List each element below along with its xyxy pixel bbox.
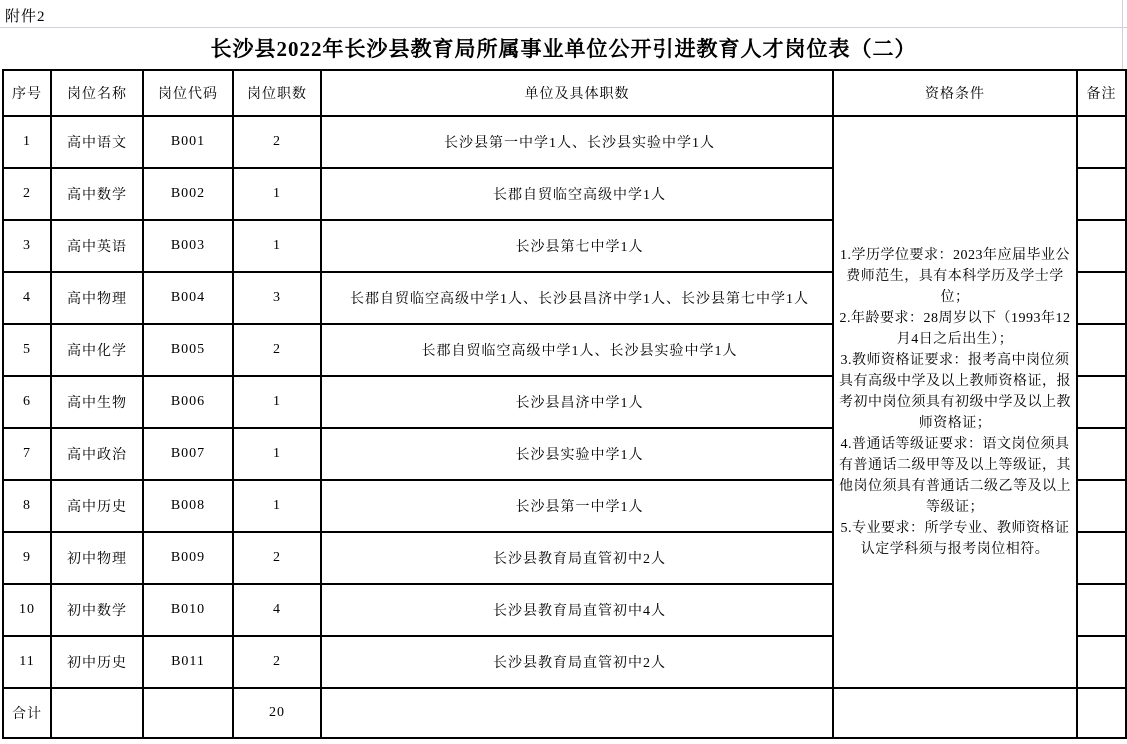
cell-qualifications: [833, 116, 1077, 688]
page-title: 长沙县2022年长沙县教育局所属事业单位公开引进教育人才岗位表（二）: [210, 37, 917, 61]
total-qualifications: [833, 688, 1077, 738]
cell-position-name: 高中历史: [51, 480, 143, 532]
cell-position-name: 初中物理: [51, 532, 143, 584]
cell-remarks: [1077, 116, 1126, 168]
header-position-name: 岗位名称: [51, 70, 143, 116]
cell-position-code: B002: [143, 168, 233, 220]
cell-position-code: B009: [143, 532, 233, 584]
cell-position-count: 4: [233, 584, 321, 636]
cell-units: 长郡自贸临空高级中学1人、长沙县昌济中学1人、长沙县第七中学1人: [321, 272, 833, 324]
cell-remarks: [1077, 220, 1126, 272]
total-row: [3, 688, 1126, 738]
qualification-item: 5.专业要求：所学专业、教师资格证认定学科须与报考岗位相符。: [840, 520, 1070, 557]
table-header-row: [3, 70, 1126, 116]
header-units: 单位及具体职数: [321, 70, 833, 116]
total-position-name: [51, 688, 143, 738]
cell-position-code: B001: [143, 116, 233, 168]
cell-position-code: B008: [143, 480, 233, 532]
cell-position-code: B010: [143, 584, 233, 636]
cell-no: 9: [3, 532, 51, 584]
cell-position-count: 1: [233, 428, 321, 480]
table-row: [3, 116, 1126, 168]
cell-position-code: B007: [143, 428, 233, 480]
cell-position-code: B003: [143, 220, 233, 272]
cell-position-count: 2: [233, 116, 321, 168]
cell-remarks: [1077, 636, 1126, 688]
header-remarks: 备注: [1077, 70, 1126, 116]
total-count: 20: [233, 688, 321, 738]
cell-position-code: B004: [143, 272, 233, 324]
cell-no: 5: [3, 324, 51, 376]
cell-remarks: [1077, 480, 1126, 532]
cell-no: 7: [3, 428, 51, 480]
job-positions-table: [2, 69, 1127, 739]
cell-units: 长沙县实验中学1人: [321, 428, 833, 480]
qualification-item: 3.教师资格证要求：报考高中岗位须具有高级中学及以上教师资格证，报考初中岗位须具有初级中学及以上教师资格证；: [839, 352, 1071, 431]
cell-no: 6: [3, 376, 51, 428]
cell-position-count: 1: [233, 220, 321, 272]
cell-no: 1: [3, 116, 51, 168]
cell-remarks: [1077, 272, 1126, 324]
cell-position-name: 高中英语: [51, 220, 143, 272]
cell-position-name: 高中化学: [51, 324, 143, 376]
header-no: 序号: [3, 70, 51, 116]
total-position-code: [143, 688, 233, 738]
cell-units: 长沙县教育局直管初中2人: [321, 532, 833, 584]
spreadsheet-gridline-horizontal: [0, 27, 1127, 28]
qualification-item: 4.普通话等级证要求：语文岗位须具有普通话二级甲等及以上等级证，其他岗位须具有普通话二级乙等及以上等级证；: [839, 436, 1071, 515]
cell-remarks: [1077, 168, 1126, 220]
qualification-item: 1.学历学位要求：2023年应届毕业公费师范生，具有本科学历及学士学位；: [840, 247, 1070, 305]
cell-units: 长沙县第一中学1人、长沙县实验中学1人: [321, 116, 833, 168]
cell-units: 长沙县第七中学1人: [321, 220, 833, 272]
attachment-label: 附件2: [5, 9, 46, 25]
cell-remarks: [1077, 584, 1126, 636]
header-position-count: 岗位职数: [233, 70, 321, 116]
cell-remarks: [1077, 376, 1126, 428]
cell-units: 长沙县昌济中学1人: [321, 376, 833, 428]
cell-no: 3: [3, 220, 51, 272]
cell-no: 8: [3, 480, 51, 532]
cell-units: 长沙县教育局直管初中2人: [321, 636, 833, 688]
cell-units: 长沙县教育局直管初中4人: [321, 584, 833, 636]
cell-position-count: 2: [233, 324, 321, 376]
cell-position-code: B005: [143, 324, 233, 376]
cell-no: 11: [3, 636, 51, 688]
cell-remarks: [1077, 532, 1126, 584]
cell-position-code: B006: [143, 376, 233, 428]
cell-position-count: 1: [233, 376, 321, 428]
cell-position-count: 1: [233, 168, 321, 220]
cell-no: 4: [3, 272, 51, 324]
cell-no: 10: [3, 584, 51, 636]
cell-units: 长郡自贸临空高级中学1人: [321, 168, 833, 220]
cell-units: 长沙县第一中学1人: [321, 480, 833, 532]
cell-no: 2: [3, 168, 51, 220]
cell-position-name: 初中历史: [51, 636, 143, 688]
cell-units: 长郡自贸临空高级中学1人、长沙县实验中学1人: [321, 324, 833, 376]
total-label: 合计: [3, 688, 51, 738]
cell-position-name: 高中语文: [51, 116, 143, 168]
cell-position-count: 2: [233, 532, 321, 584]
cell-position-name: 高中数学: [51, 168, 143, 220]
total-units: [321, 688, 833, 738]
cell-position-name: 高中政治: [51, 428, 143, 480]
cell-position-name: 初中数学: [51, 584, 143, 636]
header-qualifications: 资格条件: [833, 70, 1077, 116]
cell-position-count: 2: [233, 636, 321, 688]
cell-remarks: [1077, 428, 1126, 480]
cell-position-count: 3: [233, 272, 321, 324]
cell-position-name: 高中生物: [51, 376, 143, 428]
cell-position-count: 1: [233, 480, 321, 532]
cell-position-code: B011: [143, 636, 233, 688]
cell-position-name: 高中物理: [51, 272, 143, 324]
qualification-item: 2.年龄要求：28周岁以下（1993年12月4日之后出生）；: [839, 310, 1071, 347]
cell-remarks: [1077, 324, 1126, 376]
total-remarks: [1077, 688, 1126, 738]
header-position-code: 岗位代码: [143, 70, 233, 116]
